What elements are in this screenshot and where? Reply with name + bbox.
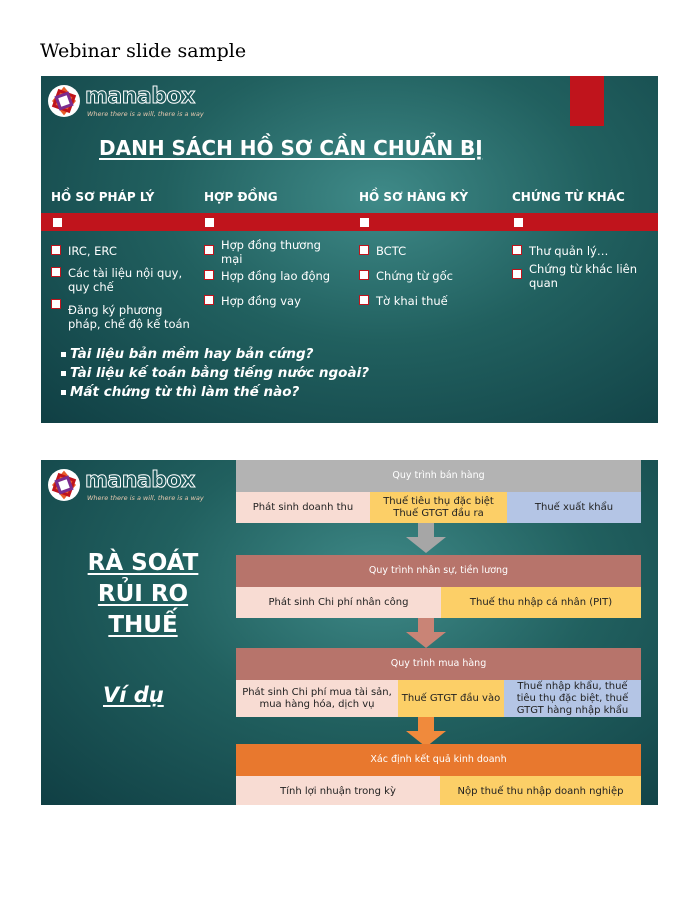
checkbox-icon (205, 218, 214, 227)
flow-cell: Nộp thuế thu nhập doanh nghiệp (440, 776, 641, 805)
manabox-flower-icon (47, 84, 81, 118)
checkbox-icon (359, 270, 369, 280)
flow-step-title: Xác định kết quả kinh doanh (236, 744, 641, 776)
flow-cell: Thuế GTGT đầu vào (398, 680, 504, 717)
checkbox-icon (204, 245, 214, 255)
checkbox-icon (204, 270, 214, 280)
column-heading-other: CHỨNG TỪ KHÁC (512, 190, 625, 204)
checkbox-icon (514, 218, 523, 227)
checkbox-icon (359, 295, 369, 305)
checkbox-icon (512, 269, 522, 279)
slide-tax-risk-review (41, 460, 658, 805)
page-title: Webinar slide sample (40, 40, 247, 62)
manabox-logo (47, 466, 204, 506)
slide-document-checklist: manabox Where there is a will, there is a way DANH SÁCH HỒ SƠ CẦN CHUẨN BỊ HỒ SƠ PHÁP LÝ HỢP ĐỒNG HỒ SƠ HÀNG KỲ CHỨNG TỪ KHÁC IRC, ERC Các tài liệu nội quy, quy chế Đăng ký phương pháp, chế độ kế toán Hợp đồng thương mại Hợp đồng lao động Hợp đồng vay BCTC Chứng từ gốc Tờ khai thuế Thư quản lý… Chứng từ khác liên quan Tài liệu bản mềm hay bản cứng? Tài liệu kế toán bằng tiếng nước ngoài? Mất chứng từ thì làm thế nào? (41, 76, 658, 423)
flow-step-title: Quy trình bán hàng (236, 460, 641, 492)
flow-cell: Thuế tiêu thụ đặc biệt Thuế GTGT đầu ra (370, 492, 507, 523)
flow-step-title: Quy trình mua hàng (236, 648, 641, 680)
flow-cell: Phát sinh Chi phí nhân công (236, 587, 441, 618)
list-item: Tài liệu kế toán bằng tiếng nước ngoài? (61, 365, 369, 384)
slide-title: DANH SÁCH HỒ SƠ CẦN CHUẨN BỊ (99, 136, 483, 160)
column-heading-legal: HỒ SƠ PHÁP LÝ (51, 190, 155, 204)
logo-tagline: Where there is a will, there is a way (87, 110, 204, 118)
list-item: Mất chứng từ thì làm thế nào? (61, 384, 369, 403)
checkbox-icon (360, 218, 369, 227)
flow-cell: Phát sinh doanh thu (236, 492, 370, 523)
question-list (61, 346, 369, 403)
flow-cell: Thuế xuất khẩu (507, 492, 641, 523)
list-item: Tài liệu bản mềm hay bản cứng? (61, 346, 369, 365)
checkbox-icon (512, 245, 522, 255)
flow-cell: Thuế nhập khẩu, thuế tiêu thụ đặc biệt, thuế GTGT hàng nhập khẩu (504, 680, 641, 717)
column-header-bar (41, 213, 658, 231)
red-corner-tab (570, 76, 604, 126)
slide-heading: RÀ SOÁT RỦI RO THUẾ (87, 550, 199, 638)
checkbox-icon (359, 245, 369, 255)
flow-cell: Tính lợi nhuận trong kỳ (236, 776, 440, 805)
checkbox-icon (204, 295, 214, 305)
checkbox-icon (53, 218, 62, 227)
logo-tagline: Where there is a will, there is a way (87, 494, 204, 502)
logo-wordmark: manabox (85, 84, 195, 109)
manabox-flower-icon (47, 468, 81, 502)
checkbox-icon (51, 267, 61, 277)
checkbox-icon (51, 299, 61, 309)
flow-step-title: Quy trình nhân sự, tiền lương (236, 555, 641, 587)
logo-wordmark: manabox (85, 468, 195, 493)
flow-cell: Phát sinh Chi phí mua tài sản, mua hàng hóa, dịch vụ (236, 680, 398, 717)
column-heading-contracts: HỢP ĐỒNG (204, 190, 278, 204)
checkbox-icon (51, 245, 61, 255)
manabox-logo (47, 82, 204, 122)
flow-cell: Thuế thu nhập cá nhân (PIT) (441, 587, 641, 618)
example-label: Ví dụ (103, 683, 164, 707)
column-heading-periodic: HỒ SƠ HÀNG KỲ (359, 190, 469, 204)
